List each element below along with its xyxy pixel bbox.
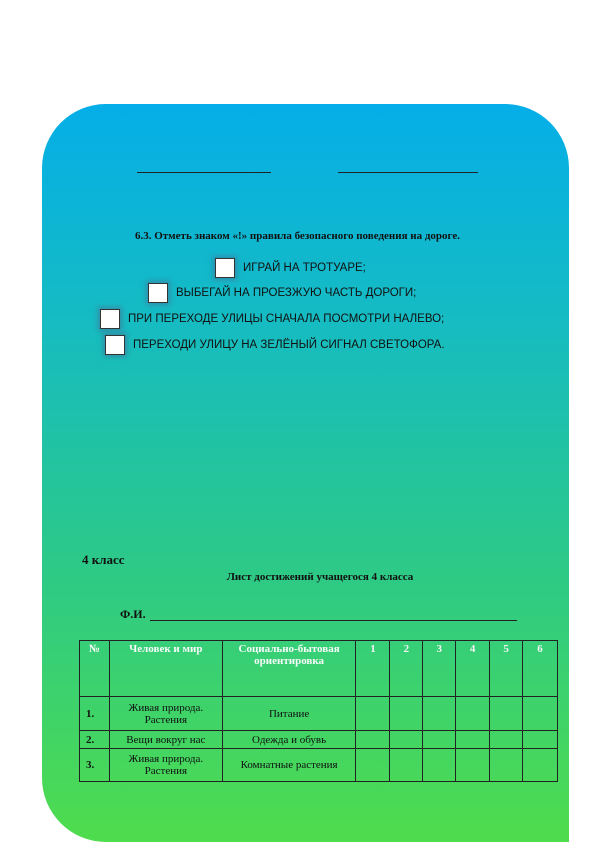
score-cell[interactable]: [356, 749, 390, 782]
option-label: ПРИ ПЕРЕХОДЕ УЛИЦЫ СНАЧАЛА ПОСМОТРИ НАЛЕВО;: [128, 313, 445, 325]
score-cell[interactable]: [456, 697, 490, 731]
score-cell[interactable]: [356, 731, 390, 749]
table-header-row: [80, 641, 558, 697]
option-checkbox[interactable]: [105, 335, 125, 355]
score-cell[interactable]: [456, 749, 490, 782]
question-title: 6.3. Отметь знаком «!» правила безопасного поведения на дороге.: [134, 230, 461, 242]
name-line-left: [137, 172, 271, 173]
row-number: 2.: [80, 731, 110, 749]
table-row: [80, 731, 558, 749]
option-item: [100, 309, 444, 329]
option-checkbox[interactable]: [148, 283, 168, 303]
score-cell[interactable]: [490, 731, 523, 749]
score-cell[interactable]: [390, 731, 423, 749]
score-cell[interactable]: [356, 697, 390, 731]
score-cell[interactable]: [390, 749, 423, 782]
score-cell[interactable]: [390, 697, 423, 731]
row-subtopic: Комнатные растения: [222, 749, 356, 782]
header-cell: 4: [456, 641, 490, 697]
option-item: [215, 258, 366, 278]
row-topic: Живая природа. Растения: [109, 697, 222, 731]
sheet-title: Лист достижений учащегося 4 класса: [226, 571, 414, 583]
row-topic: Живая природа. Растения: [109, 749, 222, 782]
score-cell[interactable]: [523, 749, 558, 782]
fio-underline: [150, 620, 517, 621]
table-row: [80, 697, 558, 731]
option-label: ПЕРЕХОДИ УЛИЦУ НА ЗЕЛЁНЫЙ СИГНАЛ СВЕТОФОРА.: [133, 339, 445, 351]
score-cell[interactable]: [423, 731, 456, 749]
option-item: [105, 335, 445, 355]
row-subtopic: Одежда и обувь: [222, 731, 356, 749]
fio-label: Ф.И.: [120, 607, 146, 621]
score-cell[interactable]: [490, 697, 523, 731]
option-label: ИГРАЙ НА ТРОТУАРЕ;: [243, 262, 366, 274]
row-subtopic: Питание: [222, 697, 356, 731]
score-cell[interactable]: [423, 749, 456, 782]
header-cell: Человек и мир: [109, 641, 222, 697]
score-cell[interactable]: [523, 731, 558, 749]
option-checkbox[interactable]: [100, 309, 120, 329]
achievement-table: [79, 640, 558, 782]
header-cell: 5: [490, 641, 523, 697]
name-line-right: [338, 172, 478, 173]
row-topic: Вещи вокруг нас: [109, 731, 222, 749]
grade-label: 4 класс: [82, 552, 125, 567]
row-number: 3.: [80, 749, 110, 782]
option-label: ВЫБЕГАЙ НА ПРОЕЗЖУЮ ЧАСТЬ ДОРОГИ;: [176, 287, 417, 299]
option-item: [148, 283, 416, 303]
score-cell[interactable]: [456, 731, 490, 749]
header-cell: 2: [390, 641, 423, 697]
header-cell: Социально-бытовая ориентировка: [222, 641, 356, 697]
option-checkbox[interactable]: [215, 258, 235, 278]
row-number: 1.: [80, 697, 110, 731]
header-cell: 3: [423, 641, 456, 697]
table-row: [80, 749, 558, 782]
header-cell: 1: [356, 641, 390, 697]
header-cell: №: [80, 641, 110, 697]
score-cell[interactable]: [490, 749, 523, 782]
header-cell: 6: [523, 641, 558, 697]
score-cell[interactable]: [423, 697, 456, 731]
score-cell[interactable]: [523, 697, 558, 731]
